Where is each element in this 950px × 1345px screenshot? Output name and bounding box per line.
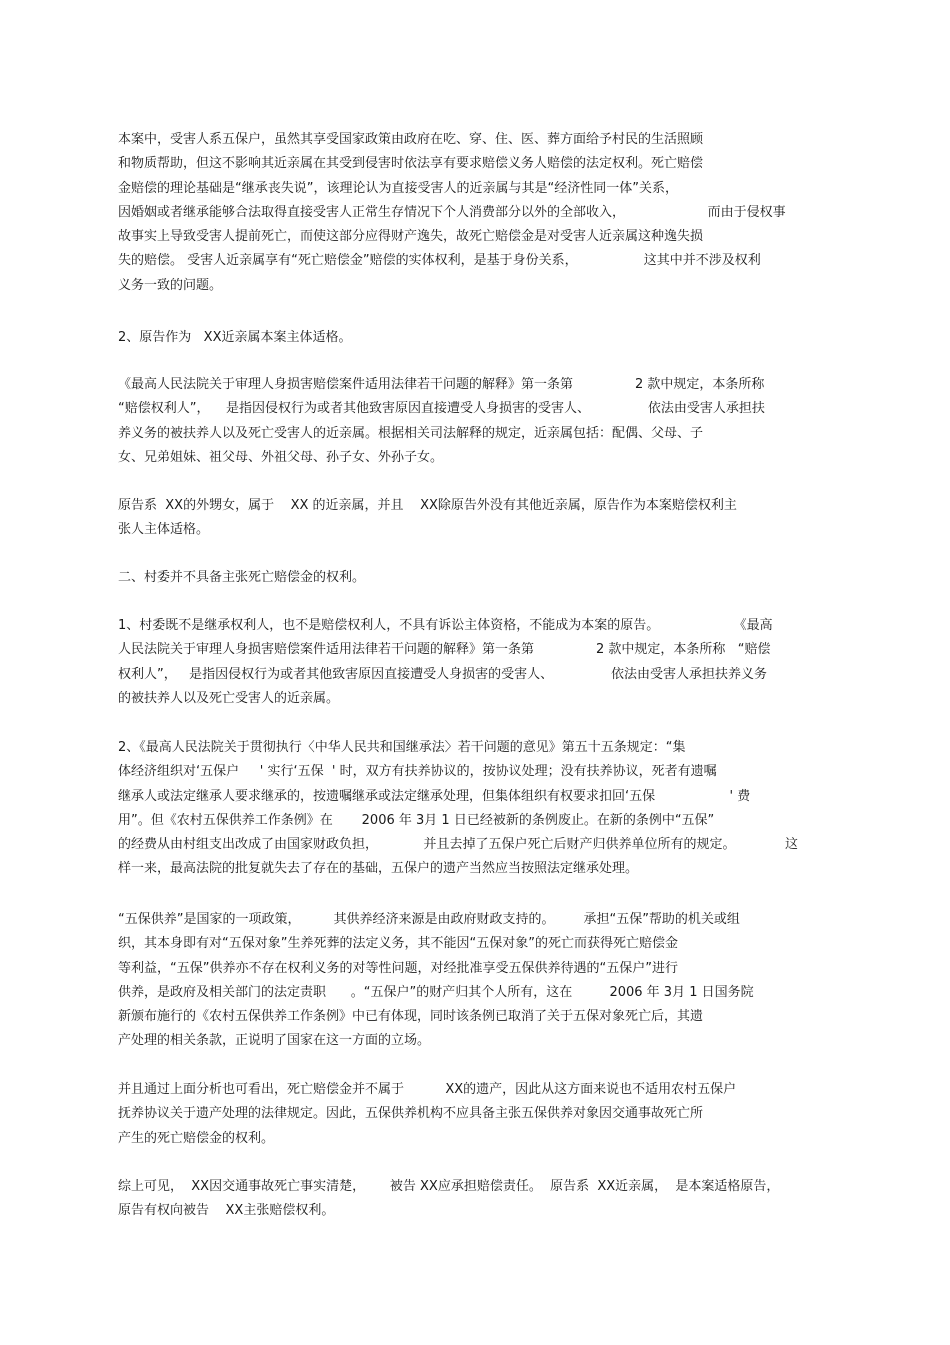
text-line: 并且通过上面分析也可看出，死亡赔偿金并不属于 XX的遗产，因此从这方面来说也不适用农村五保户 (118, 1082, 737, 1097)
text-line: 1、村委既不是继承权利人，也不是赔偿权利人，不具有诉讼主体资格，不能成为本案的原告。 《最高 (118, 618, 773, 633)
text-line: 供养，是政府及相关部门的法定责职 。“五保户”的财产归其个人所有，这在 2006 年 3月 1 日国务院 (118, 984, 754, 1000)
text-line: 原告有权向被告 XX主张赔偿权利。 (118, 1203, 335, 1219)
text-line: 金赔偿的理论基础是“继承丧失说”，该理论认为直接受害人的近亲属与其是“经济性同一体”关系， (118, 180, 678, 196)
text-line: 故事实上导致受害人提前死亡，而使这部分应得财产逸失，故死亡赔偿金是对受害人近亲属这种逸失损 (118, 229, 704, 245)
text-line: 综上可见， XX因交通事故死亡事实清楚， 被告 XX应承担赔偿责任。 原告系 XX近亲属， 是本案适格原告， (118, 1179, 780, 1194)
text-line: “赔偿权利人”， 是指因侵权行为或者其他致害原因直接遭受人身损害的受害人、 依法由受害人承担扶 (118, 401, 765, 417)
text-line: 失的赔偿。 受害人近亲属享有“死亡赔偿金”赔偿的实体权利，是基于身份关系， 这其中并不涉及权利 (118, 253, 761, 269)
text-line: 产生的死亡赔偿金的权利。 (118, 1130, 275, 1146)
text-line: 2、《最高人民法院关于贯彻执行〈中华人民共和国继承法〉若干问题的意见》第五十五条规定：“集 (118, 740, 686, 755)
text-line: 权利人”， 是指因侵权行为或者其他致害原因直接遭受人身损害的受害人、 依法由受害人承担扶养义务 (118, 666, 767, 682)
text-line: 张人主体适格。 (118, 522, 210, 538)
text-line: 新颁布施行的《农村五保供养工作条例》中已有体现，同时该条例已取消了关于五保对象死亡后，其遗 (118, 1009, 704, 1025)
text-line: 的被扶养人以及死亡受害人的近亲属。 (118, 690, 340, 706)
text-line: 等利益，“五保”供养亦不存在权利义务的对等性问题，对经批准享受五保供养待遇的“五保户”进行 (118, 960, 678, 976)
text-line: 《最高人民法院关于审理人身损害赔偿案件适用法律若干问题的解释》第一条第 2 款中规定，本条所称 (118, 377, 765, 392)
paragraph-conclusion (118, 1175, 838, 1224)
text-line: 本案中，受害人系五保户，虽然其享受国家政策由政府在吃、穿、住、医、葬方面给予村民的生活照顾 (118, 132, 704, 147)
text-line: 用”。但《农村五保供养工作条例》在 2006 年 3月 1 日已经被新的条例废止。在新的条例中“五保” (118, 812, 715, 828)
text-line: 人民法院关于审理人身损害赔偿案件适用法律若干问题的解释》第一条第 2 款中规定，本条所称 “赔偿 (118, 642, 771, 658)
text-line: 的经费从由村组支出改成了由国家财政负担， 并且去掉了五保户死亡后财产归供养单位所有的规定。 这 (118, 837, 799, 853)
paragraph-section-2-heading (118, 326, 838, 350)
paragraph-village-committee (118, 614, 838, 711)
text-line: 和物质帮助，但这不影响其近亲属在其受到侵害时依法享有要求赔偿义务人赔偿的法定权利。死亡赔偿 (118, 156, 704, 172)
text-line: “五保供养”是国家的一项政策， 其供养经济来源是由政府财政支持的。 承担“五保”帮助的机关或组 (118, 912, 740, 927)
text-line: 因婚姻或者继承能够合法取得直接受害人正常生存情况下个人消费部分以外的全部收入， 而由于侵权事 (118, 204, 786, 220)
section-heading: 2、原告作为 XX近亲属本案主体适格。 (118, 330, 352, 345)
text-line: 养义务的被扶养人以及死亡受害人的近亲属。根据相关司法解释的规定，近亲属包括：配偶、父母、子 (118, 425, 704, 441)
text-line: 体经济组织对‘五保户 ' 实行‘五保 ' 时，双方有扶养协议的，按协议处理；没有扶养协议，死者有遗嘱 (118, 764, 717, 780)
paragraph-plaintiff-niece (118, 494, 838, 543)
paragraph-part-2-heading (118, 566, 838, 590)
text-line: 产处理的相关条款，正说明了国家在这一方面的立场。 (118, 1033, 431, 1049)
paragraph-interpretation-article-1 (118, 373, 838, 470)
paragraph-five-guarantee-policy (118, 908, 838, 1054)
section-heading: 二、村委并不具备主张死亡赔偿金的权利。 (118, 570, 366, 585)
paragraph-inheritance-law-opinion (118, 736, 838, 882)
text-line: 继承人或法定继承人要求继承的，按遗嘱继承或法定继承处理，但集体组织有权要求扣回‘五保 ' 费 (118, 788, 751, 804)
text-line: 原告系 XX的外甥女，属于 XX 的近亲属，并且 XX除原告外没有其他近亲属，原告作为本案赔偿权利主 (118, 498, 737, 513)
text-line: 女、兄弟姐妹、祖父母、外祖父母、孙子女、外孙子女。 (118, 449, 444, 465)
text-line: 义务一致的问题。 (118, 277, 223, 293)
text-line: 抚养协议关于遗产处理的法律规定。因此，五保供养机构不应具备主张五保供养对象因交通事故死亡所 (118, 1106, 704, 1122)
text-line: 织，其本身即有对“五保对象”生养死葬的法定义务，其不能因“五保对象”的死亡而获得死亡赔偿金 (118, 936, 678, 952)
text-line: 样一来，最高法院的批复就失去了存在的基础，五保户的遗产当然应当按照法定继承处理。 (118, 861, 639, 877)
paragraph-not-estate (118, 1078, 838, 1151)
paragraph-victim-five-guarantee (118, 128, 838, 298)
